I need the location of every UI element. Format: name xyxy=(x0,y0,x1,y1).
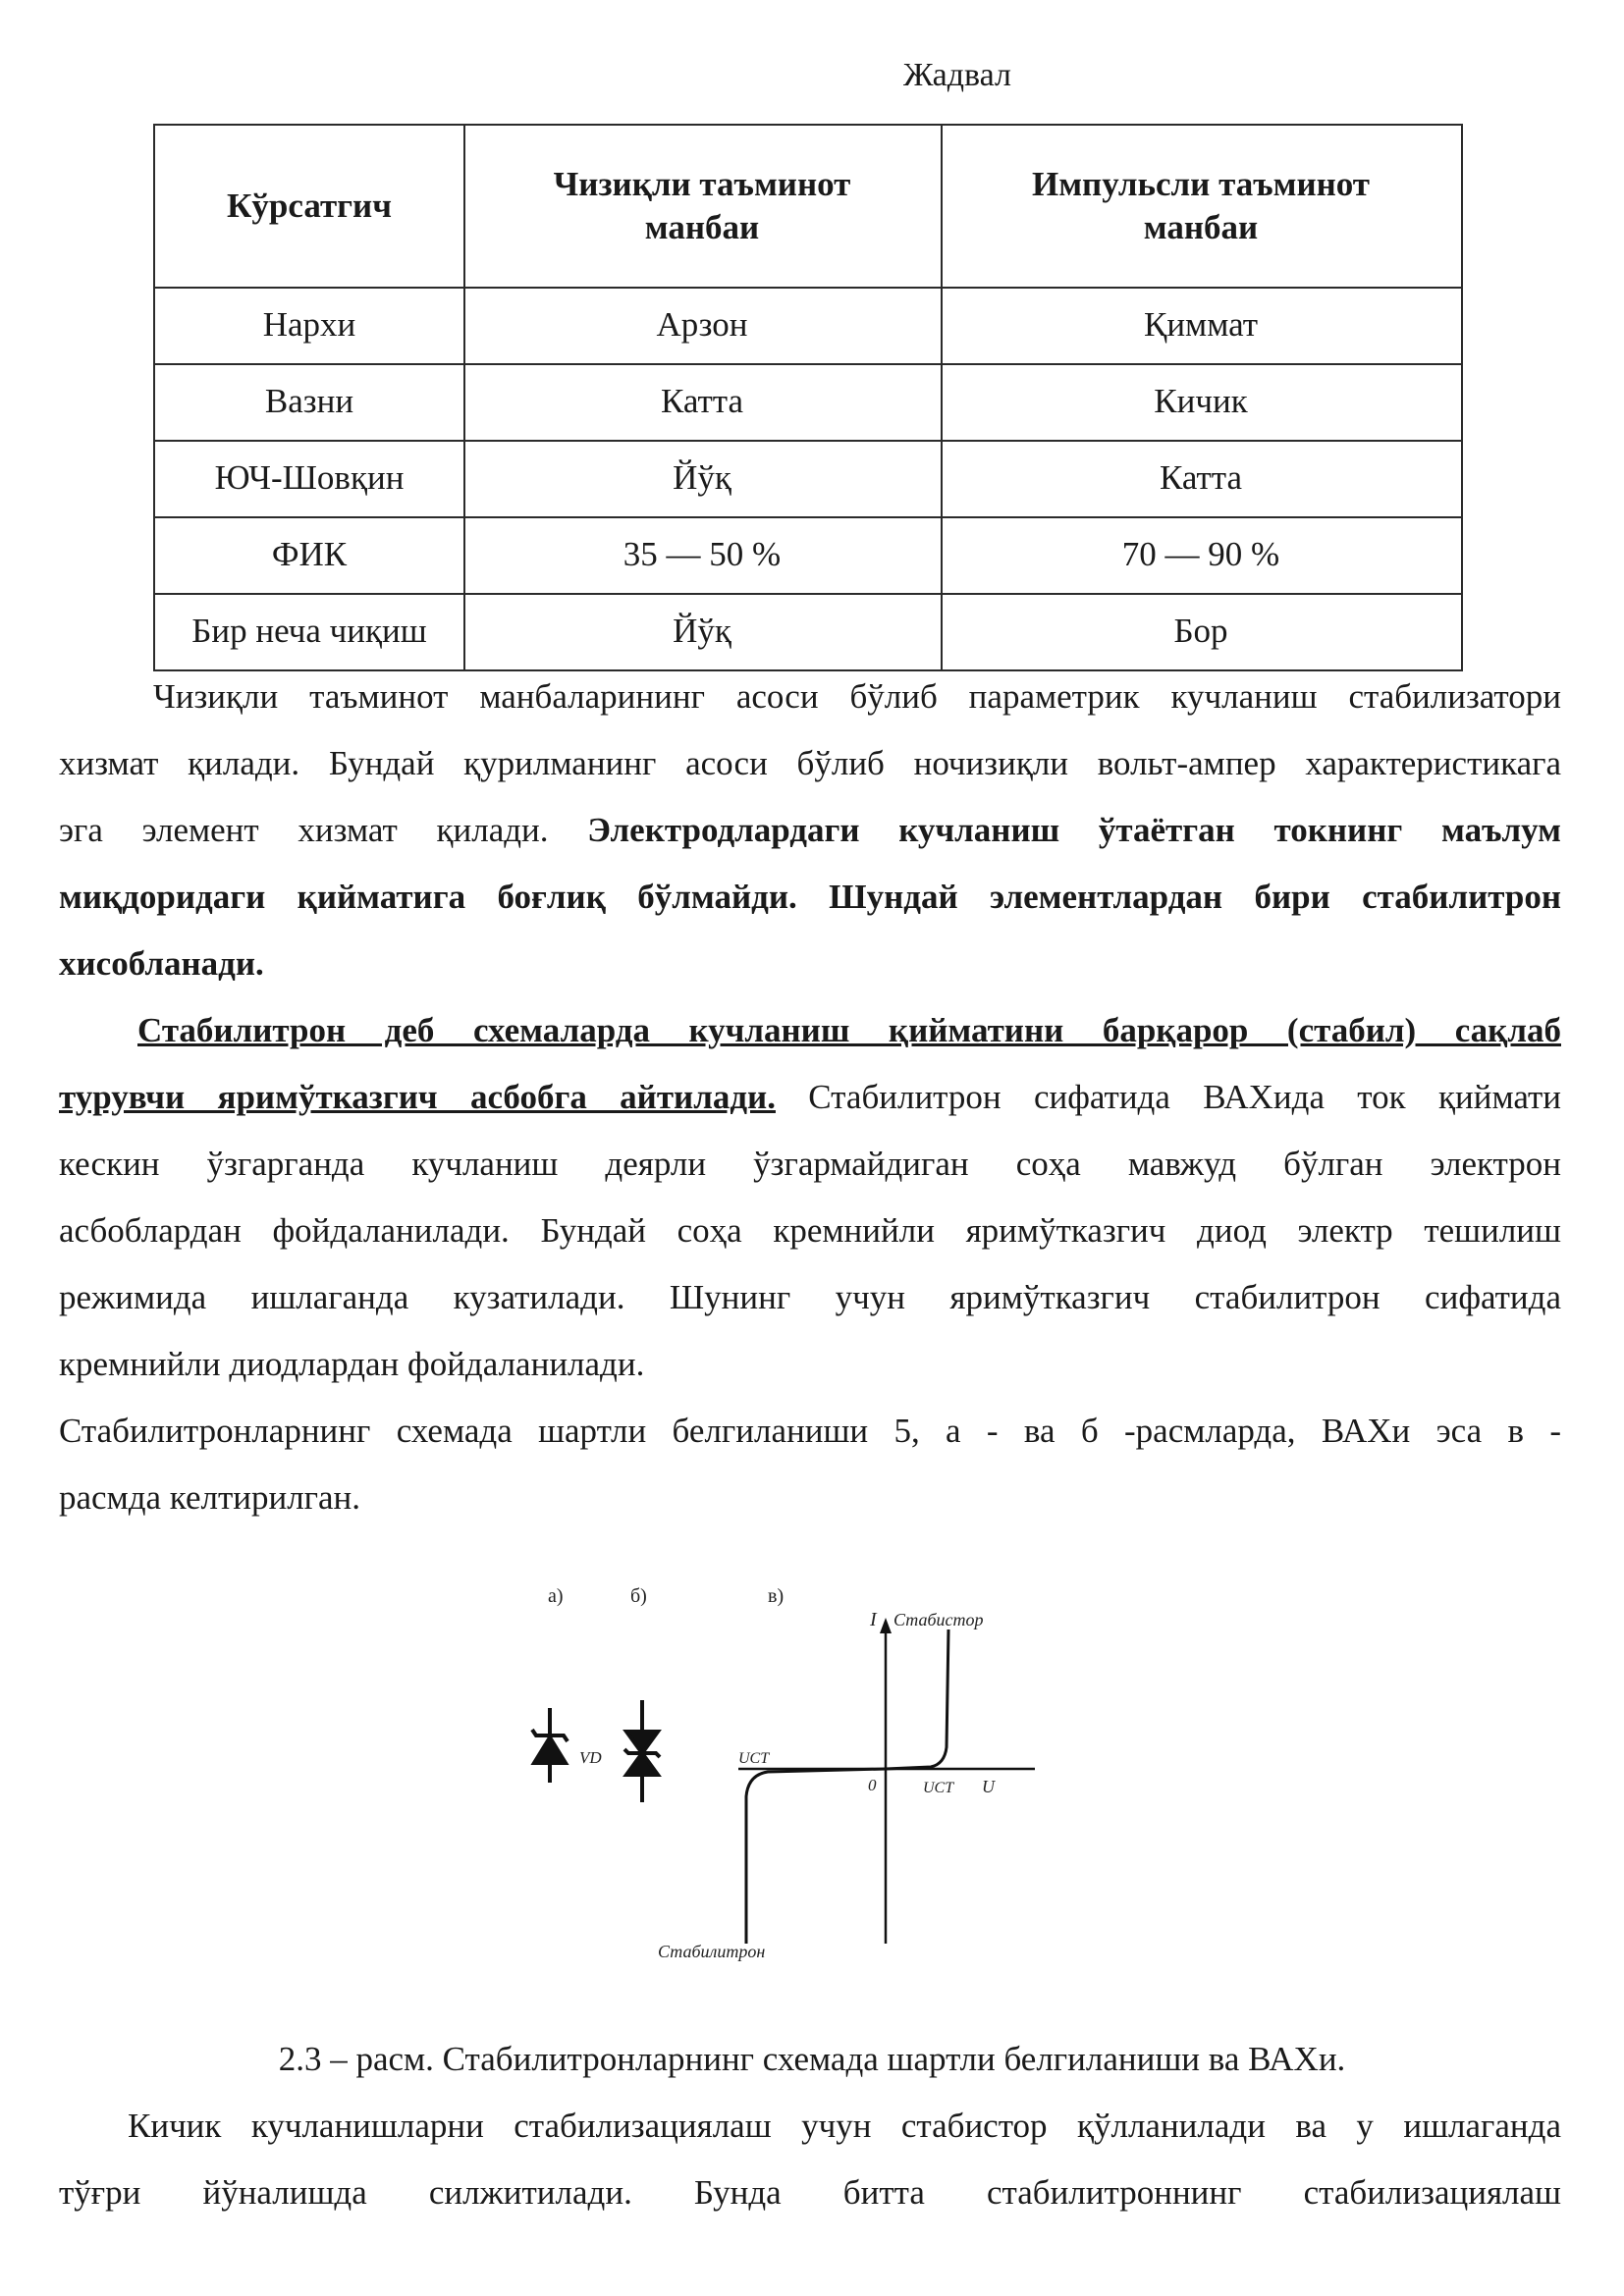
paragraph-line: режимида ишлаганда кузатилади. Шунинг учун яримўтказгич стабилитрон сифатида xyxy=(59,1278,1561,1316)
table-cell: Йўқ xyxy=(673,612,731,650)
paragraph-line: Стабилитрон деб схемаларда кучланиш қийматини барқарор (стабил) сақлаб xyxy=(137,1011,1561,1049)
table-cell: Катта xyxy=(660,382,744,420)
figure-label-b: б) xyxy=(630,1585,647,1607)
bold-text-run: Электродлардаги кучланиш ўтаётган токнинг маълум xyxy=(587,811,1561,849)
table-cell: Бир неча чиқиш xyxy=(191,612,427,650)
header-text: манбаи xyxy=(644,208,760,246)
stabistor-label: Стабистор xyxy=(893,1610,984,1629)
table-header-cell xyxy=(463,126,941,287)
table-cell: 70 — 90 % xyxy=(1121,535,1280,573)
vd-label: VD xyxy=(579,1748,602,1767)
paragraph-line: кескин ўзгарганда кучланиш деярли ўзгармайдиган соҳа мавжуд бўлган электрон xyxy=(59,1145,1561,1183)
ust-left-label: UСТ xyxy=(738,1750,770,1767)
header-text: манбаи xyxy=(1143,208,1259,246)
paragraph-line: Кичик кучланишларни стабилизациялаш учун стабистор қўлланилади ва у ишлаганда xyxy=(128,2107,1561,2145)
paragraph-line: хисобланади. xyxy=(59,944,264,983)
paragraph-line: расмда келтирилган. xyxy=(59,1478,361,1517)
i-axis-arrow-icon xyxy=(880,1618,892,1633)
paragraph-line: миқдоридаги қийматига боғлиқ бўлмайди. Шундай элементлардан бири стабилитрон xyxy=(59,878,1561,916)
text-run: эга элемент хизмат қилади. xyxy=(59,811,549,849)
table-header-cell xyxy=(941,126,1461,287)
table-cell: Нархи xyxy=(262,305,356,344)
paragraph-line: кремнийли диодлардан фойдаланилади. xyxy=(59,1345,645,1383)
table-cell: Вазни xyxy=(264,382,354,420)
comparison-table xyxy=(153,124,1463,671)
paragraph-line xyxy=(59,1078,1561,1117)
figure-caption: 2.3 – расм. Стабилитронларнинг схемада шартли белгиланиши ва ВАХи. xyxy=(278,2040,1346,2078)
table-cell: ЮЧ-Шовқин xyxy=(214,458,405,497)
stabilitron-label: Стабилитрон xyxy=(658,1942,766,1961)
paragraph-line: тўғри йўналишда силжитилади. Бунда битта стабилитроннинг стабилизациялаш xyxy=(59,2173,1561,2212)
paragraph-line: Стабилитронларнинг схемада шартли белгиланиши 5, а - ва б -расмларда, ВАХи эса в - xyxy=(59,1412,1561,1450)
paragraph-line xyxy=(59,811,1561,850)
paragraph-line: асбоблардан фойдаланилади. Бундай соҳа кремнийли яримўтказгич диод электр тешилиш xyxy=(59,1211,1561,1250)
origin-label: 0 xyxy=(868,1776,877,1794)
u-axis-label: U xyxy=(982,1777,995,1796)
header-text: Импульсли таъминот xyxy=(1031,165,1371,203)
header-text: Кўрсатгич xyxy=(227,187,392,225)
zener-diode-icon xyxy=(532,1708,568,1783)
stabistor-curve xyxy=(886,1629,948,1769)
stabilitron-curve xyxy=(746,1769,886,1944)
table-cell: Арзон xyxy=(656,305,748,344)
table-cell: Қиммат xyxy=(1143,305,1259,344)
paragraph-line: Чизиқли таъминот манбаларининг асоси бўлиб параметрик кучланиш стабилизатори xyxy=(153,677,1561,716)
figure-label-v: в) xyxy=(768,1585,785,1607)
table-cell: Кичик xyxy=(1154,382,1248,420)
table-cell: Бор xyxy=(1173,612,1228,650)
table-cell: 35 — 50 % xyxy=(623,535,782,573)
bold-text-run: турувчи яримўтказгич асбобга айтилади. xyxy=(59,1078,776,1116)
stabilitron-figure xyxy=(511,1571,1060,1963)
text-run: Стабилитрон сифатида ВАХида ток қиймати xyxy=(808,1078,1562,1116)
bidirectional-zener-icon xyxy=(624,1700,660,1802)
table-cell: Катта xyxy=(1159,458,1243,497)
table-header-cell xyxy=(155,126,463,287)
ust-right-label: UСТ xyxy=(923,1780,954,1796)
table-cell: Йўқ xyxy=(673,458,731,497)
paragraph-line: хизмат қилади. Бундай қурилманинг асоси бўлиб ночизиқли вольт-ампер характеристикага xyxy=(59,744,1561,782)
table-caption: Жадвал xyxy=(903,57,1011,93)
header-text: Чизиқли таъминот xyxy=(553,165,851,203)
table-cell: ФИК xyxy=(271,535,348,573)
figure-label-a: а) xyxy=(548,1585,564,1607)
i-axis-label: I xyxy=(870,1609,877,1630)
